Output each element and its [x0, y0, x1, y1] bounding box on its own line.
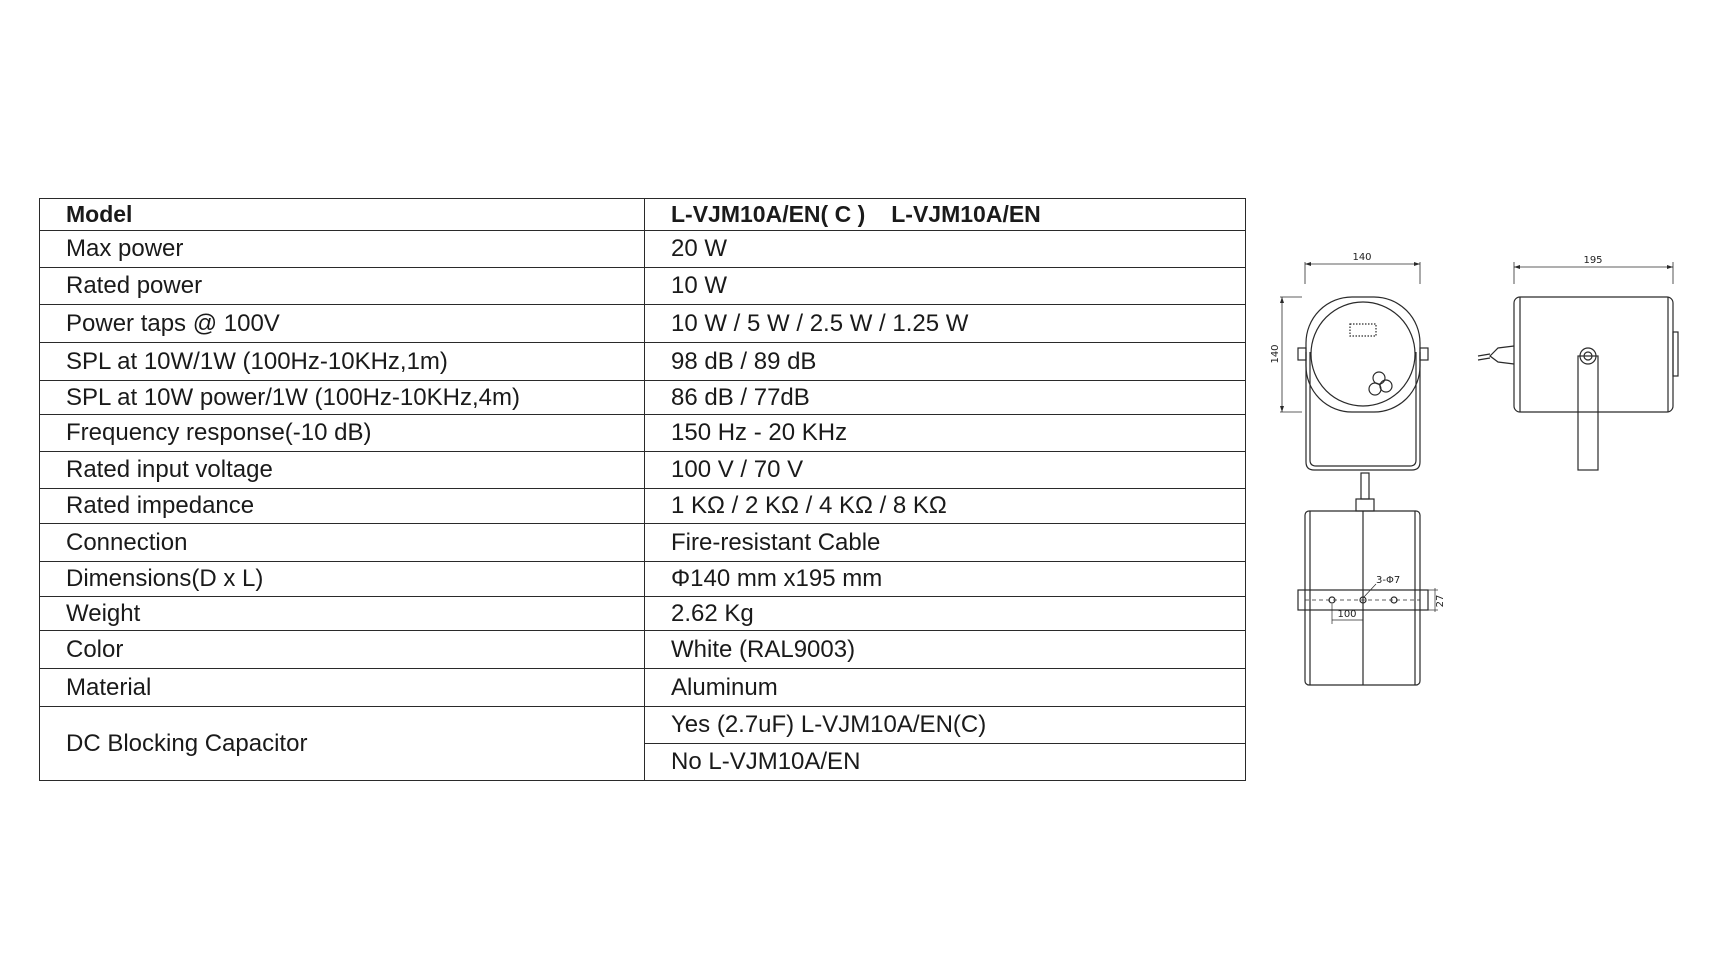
dc-blocking-label: DC Blocking Capacitor [40, 707, 645, 781]
front-width-label: 140 [1352, 252, 1372, 263]
table-row [40, 305, 1246, 343]
front-view-drawing [1270, 252, 1428, 470]
table-row [40, 343, 1246, 381]
table-row [40, 597, 1246, 631]
drawings-svg [1272, 240, 1712, 710]
row-value: 86 dB / 77dB [645, 381, 1246, 415]
table-row [40, 452, 1246, 489]
dc-blocking-no: No L-VJM10A/EN [645, 744, 1246, 781]
grille-pattern [1350, 324, 1376, 336]
row-value: 2.62 Kg [645, 597, 1246, 631]
row-label: Rated input voltage [40, 452, 645, 489]
row-value: 98 dB / 89 dB [645, 343, 1246, 381]
spec-table [39, 198, 1246, 781]
row-label: Material [40, 669, 645, 707]
row-label: Frequency response(-10 dB) [40, 415, 645, 452]
row-label: Rated power [40, 268, 645, 305]
row-label: Color [40, 631, 645, 669]
table-row-dc-yes [40, 707, 1246, 744]
table-row [40, 415, 1246, 452]
header-model-values [645, 199, 1246, 231]
row-label: SPL at 10W power/1W (100Hz-10KHz,4m) [40, 381, 645, 415]
side-length-label: 195 [1583, 255, 1603, 266]
hole-spacing-label: 100 [1337, 609, 1357, 620]
row-value: 150 Hz - 20 KHz [645, 415, 1246, 452]
row-value: 10 W / 5 W / 2.5 W / 1.25 W [645, 305, 1246, 343]
table-row [40, 268, 1246, 305]
row-label: Dimensions(D x L) [40, 562, 645, 597]
table-row [40, 381, 1246, 415]
row-value: 20 W [645, 231, 1246, 268]
row-value: Aluminum [645, 669, 1246, 707]
table-row [40, 631, 1246, 669]
front-height-label: 140 [1270, 344, 1281, 364]
header-model-b: L-VJM10A/EN [891, 201, 1041, 227]
table-row [40, 669, 1246, 707]
table-row [40, 489, 1246, 524]
bottom-view-drawing [1298, 473, 1446, 685]
row-value: Φ140 mm x195 mm [645, 562, 1246, 597]
hole-offset-label: 27 [1435, 594, 1446, 608]
row-label: Connection [40, 524, 645, 562]
dc-blocking-yes: Yes (2.7uF) L-VJM10A/EN(C) [645, 707, 1246, 744]
dimension-drawings [1272, 240, 1712, 710]
header-model-label: Model [40, 199, 645, 231]
hole-label: 3-Φ7 [1376, 575, 1401, 586]
row-label: Rated impedance [40, 489, 645, 524]
row-value: 100 V / 70 V [645, 452, 1246, 489]
table-row [40, 231, 1246, 268]
row-value: White (RAL9003) [645, 631, 1246, 669]
row-label: Weight [40, 597, 645, 631]
row-label: Max power [40, 231, 645, 268]
side-view-drawing [1478, 255, 1678, 470]
table-row [40, 562, 1246, 597]
row-value: Fire-resistant Cable [645, 524, 1246, 562]
row-label: SPL at 10W/1W (100Hz-10KHz,1m) [40, 343, 645, 381]
table-header-row [40, 199, 1246, 231]
row-label: Power taps @ 100V [40, 305, 645, 343]
row-value: 10 W [645, 268, 1246, 305]
table-row [40, 524, 1246, 562]
header-model-a: L-VJM10A/EN( C ) [671, 201, 866, 227]
row-value: 1 KΩ / 2 KΩ / 4 KΩ / 8 KΩ [645, 489, 1246, 524]
